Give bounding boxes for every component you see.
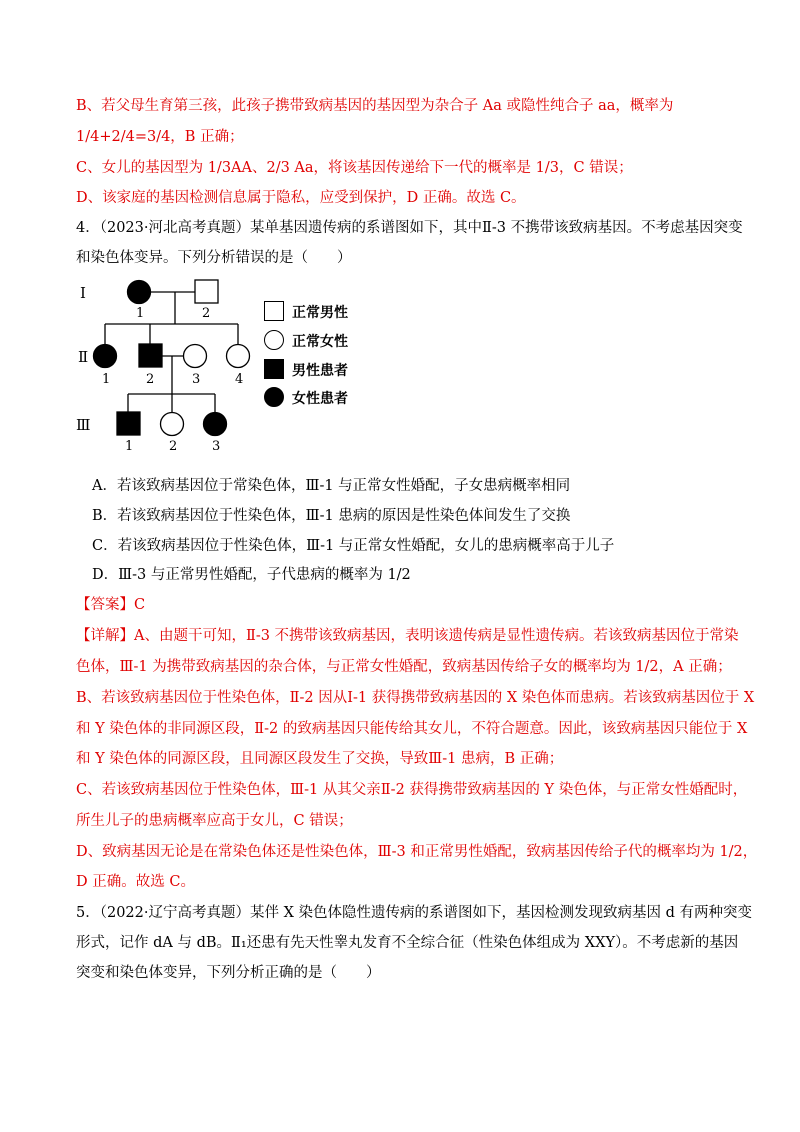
legend-label: 正常男性 (292, 305, 348, 321)
gen-label-3: Ⅲ (76, 416, 91, 434)
legend-affected-male (264, 359, 384, 381)
legend-affected-female (264, 387, 384, 409)
legend-label: 正常女性 (292, 334, 348, 350)
q4-explanation-line9: D 正确。故选 C。 (76, 874, 195, 890)
gen-label-1: Ⅰ (80, 284, 86, 302)
individual-II-3 (184, 345, 207, 368)
q4-stem-line2: 和染色体变异。下列分析错误的是（ ） (76, 250, 352, 266)
q5-stem-line2: 形式，记作 dA 与 dB。Ⅱ₁还患有先天性睾丸发育不全综合征（性染色体组成为 XXY）。不考虑新的基因 (76, 935, 739, 951)
q4-stem-line1: 4．（2023·河北高考真题）某单基因遗传病的系谱图如下，其中Ⅱ-3 不携带该致病基因。不考虑基因突变 (76, 220, 743, 236)
prev-answer-d-line: D、该家庭的基因检测信息属于隐私，应受到保护，D 正确。故选 C。 (76, 190, 526, 206)
legend-label: 女性患者 (292, 391, 348, 407)
q4-explanation-line4: 和 Y 染色体的非同源区段，Ⅱ-2 的致病基因只能传给其女儿，不符合题意。因此，该致病基因只能位于 X (76, 721, 748, 737)
individual-III-3 (204, 413, 227, 436)
q4-explanation-line6: C、若该致病基因位于性染色体，Ⅲ-1 从其父亲Ⅱ-2 获得携带致病基因的 Y 染色体，与正常女性婚配时， (76, 782, 748, 798)
prev-answer-b-line2: 1/4+2/4=3/4，B 正确； (76, 129, 244, 145)
q4-answer: 【答案】C (76, 597, 146, 613)
affected-male-square-icon (264, 359, 284, 379)
label-III-3: 3 (212, 439, 221, 452)
legend-label: 男性患者 (292, 363, 348, 379)
individual-I-2 (195, 280, 218, 303)
individual-II-4 (227, 345, 250, 368)
q4-explanation-line5: 和 Y 染色体的同源区段，且同源区段发生了交换，导致Ⅲ-1 患病，B 正确； (76, 751, 564, 767)
prev-answer-c-line: C、女儿的基因型为 1/3AA、2/3 Aa，将该基因传递给下一代的概率是 1/3，C 错误； (76, 160, 633, 176)
individual-III-2 (161, 413, 184, 436)
label-II-3: 3 (192, 372, 201, 387)
q4-option-c: C．若该致病基因位于性染色体，Ⅲ-1 与正常女性婚配，女儿的患病概率高于儿子 (92, 538, 615, 554)
label-III-1: 1 (125, 439, 134, 452)
individual-I-1 (128, 281, 151, 304)
pedigree-lines (105, 292, 238, 412)
prev-answer-b-line1: B、若父母生育第三孩，此孩子携带致病基因的基因型为杂合子 Aa 或隐性纯合子 aa，概率为 (76, 98, 674, 114)
q4-option-a: A．若该致病基因位于常染色体，Ⅲ-1 与正常女性婚配，子女患病概率相同 (92, 478, 571, 494)
normal-male-square-icon (264, 301, 284, 321)
label-II-2: 2 (146, 372, 155, 387)
label-I-1: 1 (136, 306, 145, 321)
gen-label-2: Ⅱ (78, 348, 89, 366)
affected-female-circle-icon (264, 387, 284, 407)
normal-female-circle-icon (264, 330, 284, 350)
q4-option-d: D．Ⅲ-3 与正常男性婚配，子代患病的概率为 1/2 (92, 567, 411, 583)
individual-II-2 (139, 344, 162, 367)
label-II-4: 4 (235, 372, 244, 387)
individual-III-1 (117, 412, 140, 435)
q4-explanation-line3: B、若该致病基因位于性染色体，Ⅱ-2 因从Ⅰ-1 获得携带致病基因的 X 染色体而患病。若该致病基因位于 X (76, 690, 755, 706)
q4-explanation-line8: D、致病基因无论是在常染色体还是性染色体，Ⅲ-3 和正常男性婚配，致病基因传给子代的概率均为 1/2， (76, 844, 758, 860)
individual-II-1 (94, 345, 117, 368)
q4-explanation-line2: 色体，Ⅲ-1 为携带致病基因的杂合体，与正常女性婚配，致病基因传给子女的概率均为 1/2，A 正确； (76, 659, 732, 675)
q5-stem-line1: 5．（2022·辽宁高考真题）某伴 X 染色体隐性遗传病的系谱图如下，基因检测发现致病基因 d 有两种突变 (76, 905, 753, 921)
label-III-2: 2 (169, 439, 178, 452)
q4-explanation-line1: 【详解】A、由题干可知，Ⅱ-3 不携带该致病基因，表明该遗传病是显性遗传病。若该致病基因位于常染 (76, 628, 739, 644)
legend-normal-female (264, 330, 384, 352)
q5-stem-line3: 突变和染色体变异，下列分析正确的是（ ） (76, 965, 381, 981)
legend-normal-male (264, 301, 384, 323)
q4-option-b: B．若该致病基因位于性染色体，Ⅲ-1 患病的原因是性染色体间发生了交换 (92, 508, 571, 524)
label-II-1: 1 (102, 372, 111, 387)
q4-explanation-line7: 所生儿子的患病概率应高于女儿，C 错误； (76, 813, 353, 829)
label-I-2: 2 (202, 306, 211, 321)
